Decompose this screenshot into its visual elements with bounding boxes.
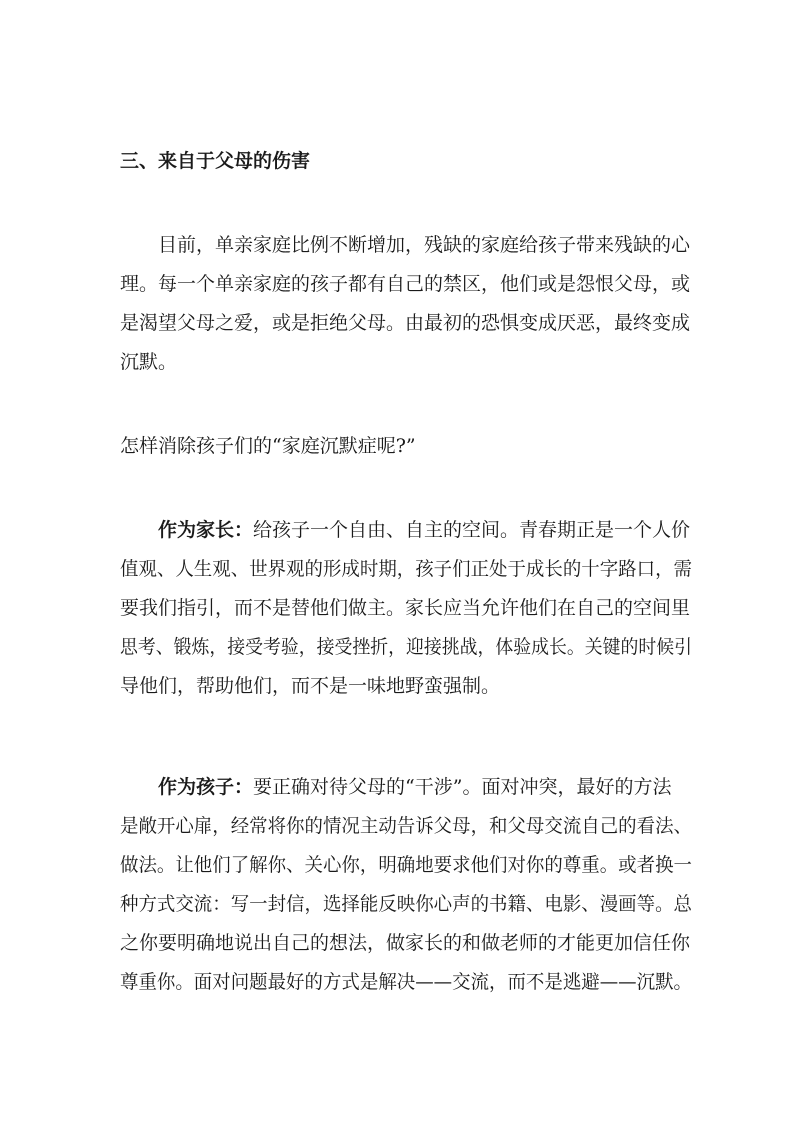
paragraph-line: [158, 775, 671, 799]
paragraph-line: 目前，单亲家庭比例不断增加，残缺的家庭给孩子带来残缺的心: [158, 234, 691, 256]
paragraph-line: 是敞开心扉，经常将你的情况主动告诉父母，和父母交流自己的看法、: [120, 815, 692, 837]
paragraph-line: 之你要明确地说出自己的想法，做家长的和做老师的才能更加信任你: [120, 932, 691, 954]
paragraph-line: 理。每一个单亲家庭的孩子都有自己的禁区，他们或是怨恨父母，或: [120, 273, 691, 295]
paragraph-line: 沉默。: [120, 351, 178, 373]
paragraph-label: 作为家长：: [158, 519, 254, 541]
paragraph-line: 做法。让他们了解你、关心你，明确地要求他们对你的尊重。或者换一: [120, 854, 692, 876]
paragraph-text: 给孩子一个自由、自主的空间。青春期正是一个人价: [253, 519, 691, 541]
paragraph-label: 作为孩子：: [158, 776, 254, 798]
paragraph-line: 种方式交流：写一封信，选择能反映你心声的书籍、电影、漫画等。总: [120, 893, 692, 915]
question-line: 怎样消除孩子们的“家庭沉默症呢?”: [120, 435, 416, 457]
paragraph-line: 是渴望父母之爱，或是拒绝父母。由最初的恐惧变成厌恶，最终变成: [120, 312, 691, 334]
paragraph-text: 要正确对待父母的“干涉”。面对冲突，最好的方法: [253, 776, 672, 798]
paragraph-line: 尊重你。面对问题最好的方式是解决——交流，而不是逃避——沉默。: [120, 971, 692, 993]
paragraph-line: 思考、锻炼，接受考验，接受挫折，迎接挑战，体验成长。关键的时候引: [120, 636, 693, 658]
paragraph-line: 要我们指引，而不是替他们做主。家长应当允许他们在自己的空间里: [120, 597, 691, 619]
paragraph-line: 导他们，帮助他们，而不是一味地野蛮强制。: [120, 675, 501, 697]
paragraph-line: 值观、人生观、世界观的形成时期，孩子们正处于成长的十字路口，需: [120, 558, 692, 580]
section-heading: 三、来自于父母的伤害: [120, 150, 311, 172]
paragraph-line: [158, 518, 690, 542]
